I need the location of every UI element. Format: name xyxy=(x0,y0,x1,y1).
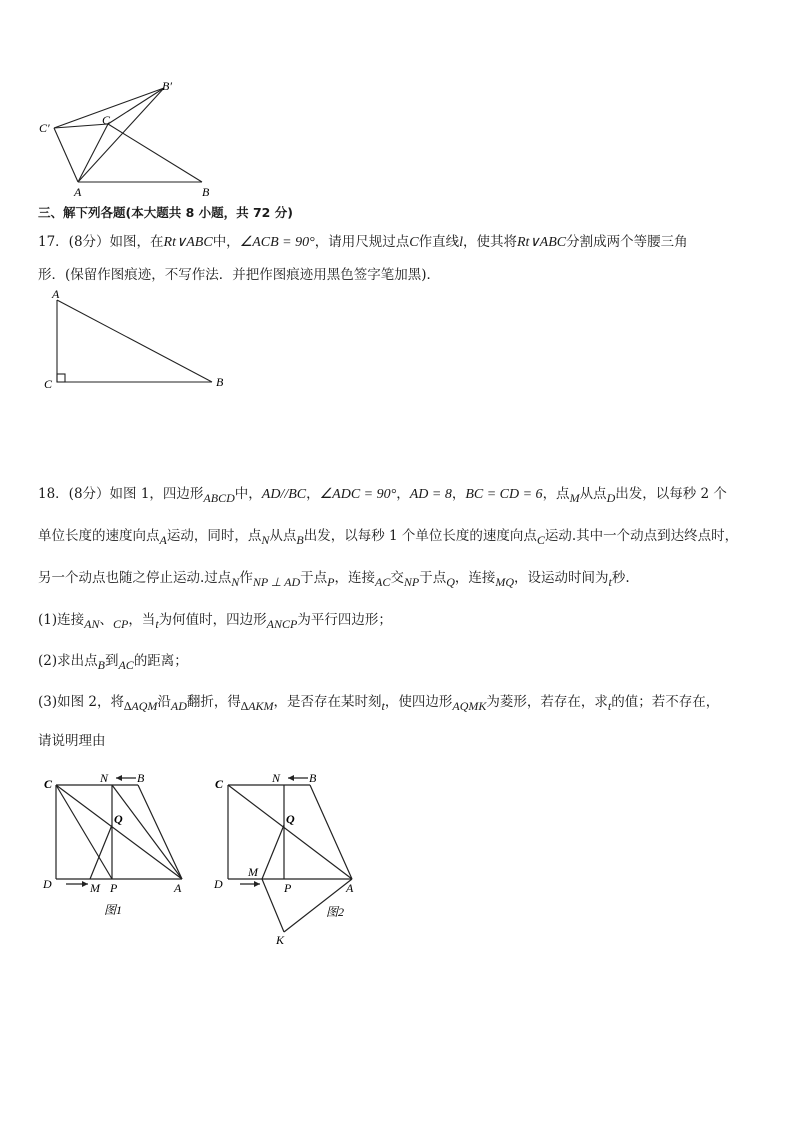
q17-line-1: 17．(8分）如图，在Rt∨ABC中，∠ACB = 90°，请用尺规过点C作直线l，使其将Rt∨ABC分割成两个等腰三角 xyxy=(38,234,688,250)
fig1-label-n: N xyxy=(100,771,109,785)
q18-line-1: 18．(8分）如图 1，四边形ABCD中，AD//BC，∠ADC = 90°，AD = 8，BC = CD = 6，点M从点D出发，以每秒 2 个 xyxy=(38,486,727,505)
rotation-figure xyxy=(36,78,216,200)
q17-line-2: 形．(保留作图痕迹，不写作法．并把作图痕迹用黑色签字笔加黑)． xyxy=(38,267,441,283)
q18-line-3: 另一个动点也随之停止运动.过点N作NP ⊥ AD于点P，连接AC交NP于点Q，连接MQ，设运动时间为t秒. xyxy=(38,570,630,589)
label-b-prime: B′ xyxy=(162,79,172,93)
fig2-label-q: Q xyxy=(286,812,295,826)
fig17-label-a: A xyxy=(52,287,60,301)
fig2-caption: 图2 xyxy=(326,905,345,919)
q18-sub-1: (1)连接AN、CP，当t为何值时，四边形ANCP为平行四边形； xyxy=(38,612,392,631)
fig1-label-c: C xyxy=(44,777,53,791)
fig1-label-b: B xyxy=(137,771,145,785)
fig1-label-p: P xyxy=(110,881,118,895)
fig2-label-m: M xyxy=(248,865,258,879)
fig1-caption: 图1 xyxy=(104,903,123,917)
q18-figure-1 xyxy=(40,768,200,920)
q17-triangle-figure xyxy=(40,286,240,392)
fig2-label-k: K xyxy=(276,933,285,947)
fig17-label-c: C xyxy=(44,377,53,391)
label-b: B xyxy=(202,185,210,199)
label-a: A xyxy=(74,185,82,199)
fig2-label-a: A xyxy=(346,881,354,895)
q18-line-2: 单位长度的速度向点A运动，同时，点N从点B出发，以每秒 1 个单位长度的速度向点C运动.其中一个动点到达终点时， xyxy=(38,528,739,547)
fig2-label-b: B xyxy=(309,771,317,785)
q18-sub-3: (3)如图 2，将∆AQM沿AD翻折，得∆AKM，是否存在某时刻t，使四边形AQMK为菱形，若存在，求t的值；若不存在， xyxy=(38,694,720,713)
q18-figure-2 xyxy=(206,768,376,948)
label-c-prime: C′ xyxy=(39,121,50,135)
fig1-label-a: A xyxy=(174,881,182,895)
fig2-label-d: D xyxy=(214,877,223,891)
fig2-label-c: C xyxy=(215,777,224,791)
section-title: 三、解下列各题(本大题共 8 小题，共 72 分) xyxy=(38,205,293,220)
q18-sub-3-line-2: 请说明理由 xyxy=(38,733,106,749)
fig1-label-q: Q xyxy=(114,812,123,826)
fig1-label-d: D xyxy=(43,877,52,891)
fig2-label-p: P xyxy=(284,881,292,895)
fig17-label-b: B xyxy=(216,375,224,389)
label-c: C xyxy=(102,113,111,127)
fig1-label-m: M xyxy=(90,881,100,895)
q18-sub-2: (2)求出点B到AC的距离； xyxy=(38,653,188,672)
fig2-label-n: N xyxy=(272,771,281,785)
